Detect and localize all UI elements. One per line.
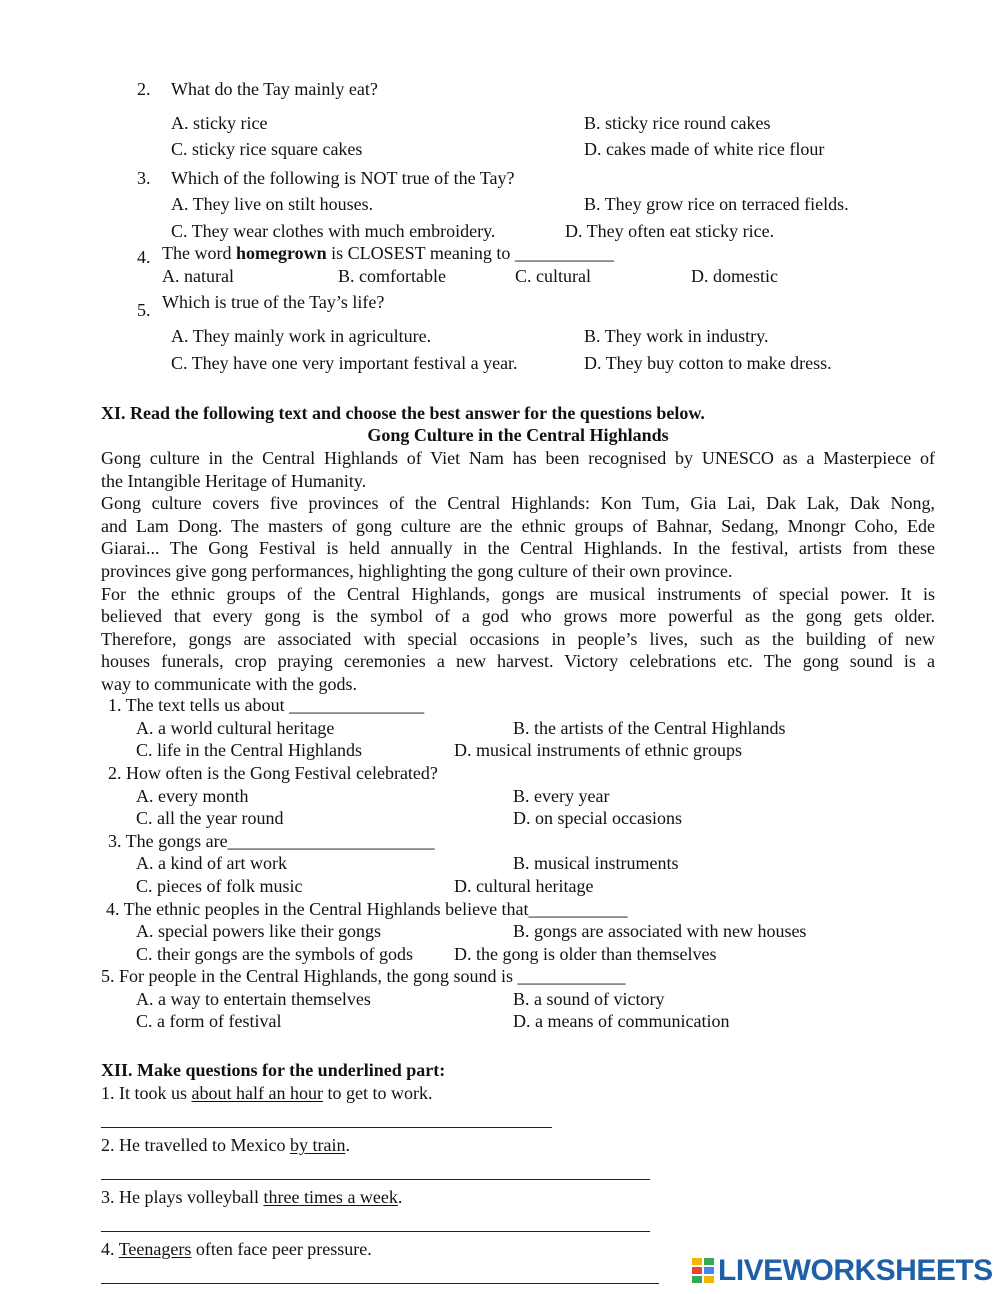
xi-q1-option-a: A. a world cultural heritage — [136, 718, 335, 738]
xii-s2-answer-line[interactable] — [101, 1179, 650, 1180]
q3-option-c: C. They wear clothes with much embroidery. — [171, 221, 496, 241]
xi-q2-text: 2. How often is the Gong Festival celebrated? — [108, 763, 438, 783]
xii-s3-post: . — [397, 1187, 403, 1207]
q2-option-d: D. cakes made of white rice flour — [584, 139, 825, 159]
q4-option-c: C. cultural — [515, 266, 591, 286]
xi-q5-option-c: C. a form of festival — [136, 1011, 282, 1031]
xi-q2-option-b: B. every year — [513, 786, 610, 806]
xi-q1-text: 1. The text tells us about _______________ — [108, 695, 425, 715]
q4-text — [162, 242, 614, 264]
xi-q2-option-a: A. every month — [136, 786, 249, 806]
xi-q5-text: 5. For people in the Central Highlands, the gong sound is ____________ — [101, 966, 626, 986]
xii-s1 — [101, 1082, 432, 1104]
q4-keyword: homegrown — [235, 243, 327, 263]
q3-option-d: D. They often eat sticky rice. — [565, 221, 775, 241]
xii-s4-underlined: Teenagers — [118, 1239, 192, 1259]
passage-p2-line2: and Lam Dong. The masters of gong culture are the ethnic groups of Bahnar, Sedang, Mnongr Coho, Ede — [101, 515, 935, 536]
xii-s4-post: often face peer pressure. — [191, 1239, 372, 1259]
xii-s3-answer-line[interactable] — [101, 1231, 650, 1232]
xi-q3-option-d: D. cultural heritage — [454, 876, 594, 896]
section-xii-heading: XII. Make questions for the underlined part: — [101, 1060, 446, 1080]
xi-q4-option-a: A. special powers like their gongs — [136, 921, 381, 941]
passage-p3-line4: houses funerals, crop praying ceremonies a new harvest. Victory celebrations etc. The gong sound is a — [101, 651, 935, 672]
xi-q3-text: 3. The gongs are_______________________ — [108, 831, 435, 851]
xi-q2-option-c: C. all the year round — [136, 808, 284, 828]
xi-q3-option-b: B. musical instruments — [513, 853, 679, 873]
q2-option-a: A. sticky rice — [171, 113, 268, 133]
q5-text: Which is true of the Tay’s life? — [162, 292, 385, 312]
q2-option-c: C. sticky rice square cakes — [171, 139, 363, 159]
xi-q5-option-b: B. a sound of victory — [513, 989, 665, 1009]
xii-s2-underlined: by train — [289, 1135, 346, 1155]
q4-text-pre: The word — [162, 243, 236, 263]
passage-p1-line1: Gong culture in the Central Highlands of Viet Nam has been recognised by UNESCO as a Masterpiece of — [101, 448, 935, 468]
xii-s2-pre: 2. He travelled to Mexico — [101, 1135, 290, 1155]
xii-s3 — [101, 1186, 402, 1208]
passage-p3-line5: way to communicate with the gods. — [101, 674, 357, 694]
liveworksheets-logo-text: LIVEWORKSHEETS — [718, 1254, 993, 1287]
xi-q1-option-b: B. the artists of the Central Highlands — [513, 718, 786, 738]
xii-s1-post: to get to work. — [322, 1083, 433, 1103]
passage-p3-line3: Therefore, gongs are associated with special occasions in people’s lives, such as the building of new — [101, 628, 935, 649]
xii-s1-underlined: about half an hour — [191, 1083, 323, 1103]
xi-q3-option-c: C. pieces of folk music — [136, 876, 303, 896]
q5-number: 5. — [137, 300, 151, 320]
xii-s2 — [101, 1134, 350, 1156]
xi-q2-option-d: D. on special occasions — [513, 808, 682, 828]
section-xi-heading: XI. Read the following text and choose the best answer for the questions below. — [101, 403, 705, 423]
passage-p2-line4: provinces give gong performances, highlighting the gong culture of their own province. — [101, 561, 733, 581]
q2-option-b: B. sticky rice round cakes — [584, 113, 771, 133]
q2-text: What do the Tay mainly eat? — [171, 79, 378, 99]
xi-q1-option-c: C. life in the Central Highlands — [136, 740, 362, 760]
passage-p3-line2: believed that every gong is the symbol of a god who grows more powerful as the gong gets older. — [101, 606, 935, 627]
q5-option-a: A. They mainly work in agriculture. — [171, 326, 432, 346]
q5-option-c: C. They have one very important festival a year. — [171, 353, 518, 373]
q5-option-d: D. They buy cotton to make dress. — [584, 353, 832, 373]
q3-option-a: A. They live on stilt houses. — [171, 194, 374, 214]
xii-s3-underlined: three times a week — [263, 1187, 398, 1207]
q4-option-d: D. domestic — [691, 266, 778, 286]
xii-s1-answer-line[interactable] — [101, 1127, 552, 1128]
q2-number: 2. — [137, 79, 151, 99]
xi-q5-option-d: D. a means of communication — [513, 1011, 730, 1031]
passage-title: Gong Culture in the Central Highlands — [367, 425, 669, 445]
passage-p3-line1: For the ethnic groups of the Central Highlands, gongs are musical instruments of special power. It is — [101, 583, 935, 604]
xii-s2-post: . — [345, 1135, 350, 1155]
liveworksheets-logo — [692, 1254, 992, 1288]
q4-text-post: is CLOSEST meaning to ___________ — [326, 243, 614, 263]
q3-text: Which of the following is NOT true of the Tay? — [171, 168, 515, 188]
xii-s3-pre: 3. He plays volleyball — [101, 1187, 264, 1207]
xi-q4-option-d: D. the gong is older than themselves — [454, 944, 717, 964]
q3-option-b: B. They grow rice on terraced fields. — [584, 194, 849, 214]
xi-q4-option-c: C. their gongs are the symbols of gods — [136, 944, 413, 964]
xi-q1-option-d: D. musical instruments of ethnic groups — [454, 740, 742, 760]
xii-s4-answer-line[interactable] — [101, 1283, 659, 1284]
passage-p1-line2: the Intangible Heritage of Humanity. — [101, 470, 367, 491]
xi-q4-option-b: B. gongs are associated with new houses — [513, 921, 807, 941]
q4-number: 4. — [137, 247, 151, 267]
xi-q3-option-a: A. a kind of art work — [136, 853, 287, 873]
liveworksheets-logo-icon — [692, 1258, 714, 1284]
xi-q5-option-a: A. a way to entertain themselves — [136, 989, 371, 1009]
xii-s1-pre: 1. It took us — [101, 1083, 192, 1103]
q4-option-b: B. comfortable — [338, 266, 446, 286]
xii-s4-pre: 4. — [101, 1239, 119, 1259]
q5-option-b: B. They work in industry. — [584, 326, 769, 346]
q3-number: 3. — [137, 168, 151, 188]
xii-s4 — [101, 1238, 372, 1260]
passage-p2-line3: Giarai... The Gong Festival is held annually in the Central Highlands. In the festival, artists from these — [101, 538, 935, 559]
q4-option-a: A. natural — [162, 266, 234, 286]
passage-p2-line1: Gong culture covers five provinces of the Central Highlands: Kon Tum, Gia Lai, Dak Lak, Dak Nong, — [101, 493, 935, 514]
xi-q4-text: 4. The ethnic peoples in the Central Highlands believe that___________ — [106, 899, 628, 919]
